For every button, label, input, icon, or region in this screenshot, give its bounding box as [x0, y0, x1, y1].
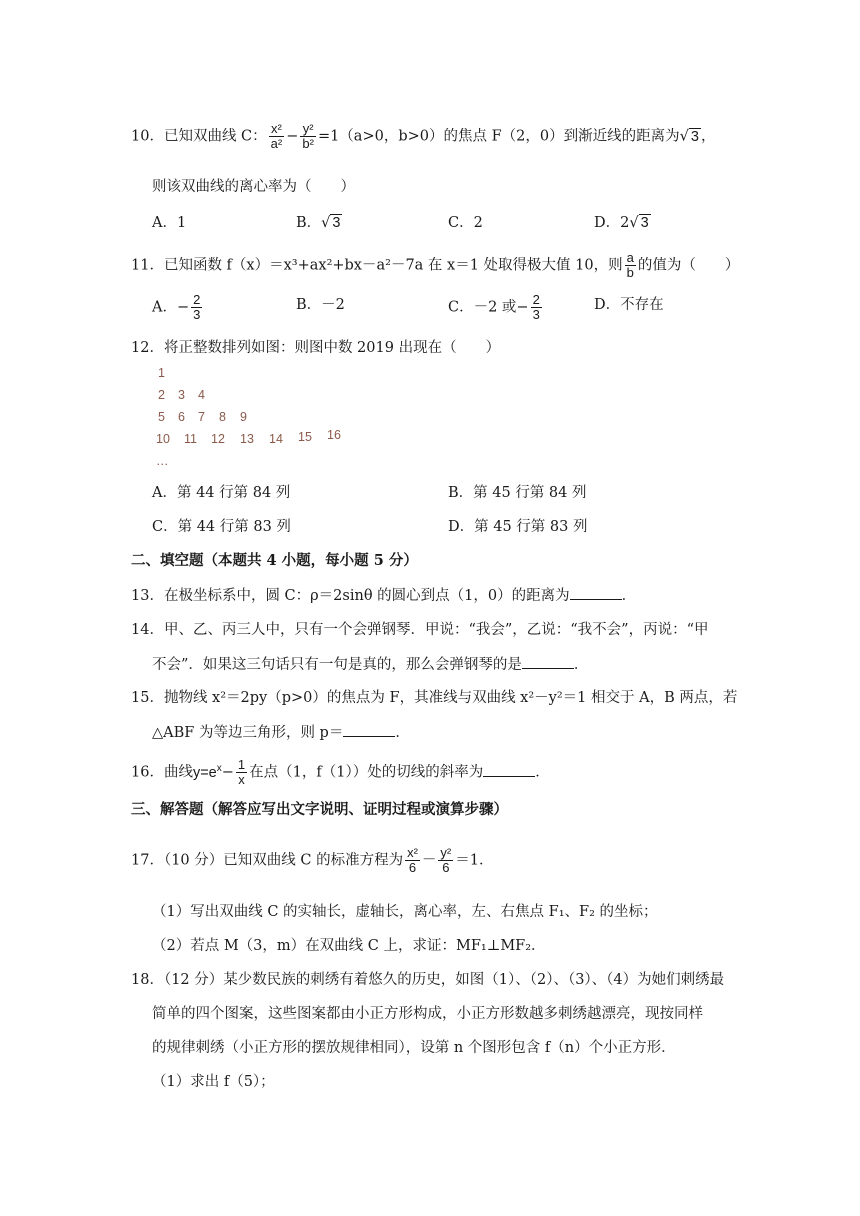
q10-frac1-num: x² — [269, 122, 285, 137]
fig-num: 1 — [158, 366, 165, 380]
q10-option-a: A．1 — [152, 215, 187, 231]
fig-num: 8 — [219, 410, 226, 424]
fig-num: 13 — [240, 432, 254, 446]
fig-num: 10 — [156, 432, 170, 446]
number-triangle-figure — [156, 366, 356, 474]
q10-frac2-num: y² — [300, 122, 316, 137]
fig-num: 6 — [178, 410, 185, 424]
fig-num: 16 — [327, 428, 341, 442]
fig-num: 7 — [198, 410, 205, 424]
fig-num: 3 — [178, 388, 185, 402]
q15-line2: △ABF 为等边三角形，则 p＝ ． — [152, 722, 410, 743]
q14-answer-blank — [522, 654, 574, 669]
fig-num: 11 — [184, 432, 197, 446]
q10-body: =1（a>0，b>0）的焦点 F（2，0）到渐近线的距离为 — [317, 128, 680, 145]
section-solutions-heading: 三、解答题（解答应写出文字说明、证明过程或演算步骤） — [131, 801, 508, 818]
q11-option-c: C．－2 或− $\frac{2}{3}$ — [448, 292, 540, 322]
q10-minus: − — [286, 128, 299, 145]
fig-num: 14 — [269, 432, 283, 446]
q18-part1: （1）求出 f（5）； — [152, 1074, 275, 1090]
q10-line2: 则该双曲线的离心率为（ ） — [152, 179, 355, 195]
q13-answer-blank — [570, 585, 622, 600]
q12-option-c: C．第 44 行第 83 列 — [152, 519, 291, 535]
q17-part1: （1）写出双曲线 C 的实轴长，虚轴长，离心率，左、右焦点 F₁、F₂ 的坐标； — [152, 904, 658, 920]
q10-prefix: 10．已知双曲线 C： — [131, 128, 267, 145]
fig-num: 2 — [158, 388, 165, 402]
q14-line1: 14．甲、乙、丙三人中，只有一个会弹钢琴．甲说：“我会”，乙说：“我不会”，丙说：“甲 — [131, 622, 709, 638]
q12-question: 12．将正整数排列如图：则图中数 2019 出现在（ ） — [131, 340, 501, 356]
q10-frac2-den: b² — [302, 136, 314, 151]
q15-answer-blank — [343, 722, 395, 737]
q16-expr: $y=e^x$ — [192, 762, 222, 781]
q10-line1: 10．已知双曲线 C： $\frac{\text{x²}}{\text{a²}}$ − $\frac{\text{y²}}{\text{b²}}$ =1（a>0，b>0）的焦点 F（2，0）到渐近线的距离为√ 3 ， — [131, 121, 716, 151]
q11-option-a: A．− $\frac{2}{3}$ — [152, 292, 201, 322]
q17-question: 17．（10 分）已知双曲线 C 的标准方程为 $\frac{\text{x²}}{6}$ － $\frac{\text{y²}}{6}$ ＝1． — [131, 845, 494, 875]
fig-ellipsis: … — [156, 454, 169, 468]
q11-line1: 11．已知函数 f（x）＝x³+ax²+bx－a²－7a 在 x＝1 处取得极大值 10，则 $\frac{a}{b}$ 的值为（ ） — [131, 250, 740, 280]
q12-option-a: A．第 44 行第 84 列 — [152, 485, 291, 501]
q18-line2: 简单的四个图案，这些图案都由小正方形构成，小正方形数越多刺绣越漂亮，现按同样 — [152, 1006, 703, 1022]
q10-frac1-den: a² — [270, 136, 283, 151]
q10-sqrt3: √ 3 — [679, 128, 699, 145]
fig-num: 12 — [211, 432, 225, 446]
q10-fraction-x2-a2 — [269, 122, 285, 151]
section-fill-in-heading: 二、填空题（本题共 4 小题，每小题 5 分） — [131, 552, 418, 569]
q10-option-c: C．2 — [448, 215, 483, 231]
q17-fraction-y2-6: $\frac{\text{y²}}{6}$ — [440, 845, 452, 875]
q11-fraction-a-b: $\frac{a}{b}$ — [626, 250, 634, 280]
q12-option-d: D．第 45 行第 83 列 — [448, 519, 588, 535]
q12-option-b: B．第 45 行第 84 列 — [448, 485, 587, 501]
q17-fraction-x2-6: $\frac{\text{x²}}{6}$ — [407, 845, 418, 875]
q11-text: 11．已知函数 f（x）＝x³+ax²+bx－a²－7a 在 x＝1 处取得极大值 10，则 — [131, 257, 623, 274]
q11-option-d: D．不存在 — [594, 297, 664, 313]
fig-num: 5 — [158, 410, 165, 424]
q15-line1: 15．抛物线 x²＝2py（p>0）的焦点为 F，其准线与双曲线 x²－y²＝1 相交于 A，B 两点，若 — [131, 690, 738, 706]
q13-question: 13．在极坐标系中，圆 C：ρ＝2sinθ 的圆心到点（1，0）的距离为 ． — [131, 585, 636, 606]
fig-num: 4 — [198, 388, 205, 402]
q16-answer-blank — [483, 762, 535, 777]
q14-line2: 不会”．如果这三句话只有一句是真的，那么会弹钢琴的是 ． — [152, 654, 588, 675]
q10-option-b: B．√ 3 — [296, 215, 341, 231]
q16-question: 16．曲线$y=e^x-$ $\frac{1}{x}$ 在点（1，f（1））处的切线的斜率为 ． — [131, 757, 550, 787]
q16-fraction-1-x: $\frac{1}{x}$ — [237, 757, 246, 787]
fig-num: 15 — [298, 430, 312, 444]
q18-line1: 18．（12 分）某少数民族的刺绣有着悠久的历史，如图（1）、（2）、（3）、（4）为她们刺绣最 — [131, 972, 725, 988]
fig-num: 9 — [240, 410, 247, 424]
q18-line3: 的规律刺绣（小正方形的摆放规律相同），设第 n 个图形包含 f（n）个小正方形． — [152, 1040, 676, 1056]
q17-part2: （2）若点 M（3，m）在双曲线 C 上，求证：MF₁⊥MF₂． — [152, 938, 546, 954]
q11-option-b: B．－2 — [296, 297, 345, 313]
q10-option-d: D．2√ 3 — [594, 215, 649, 231]
q10-fraction-y2-b2 — [300, 122, 316, 151]
